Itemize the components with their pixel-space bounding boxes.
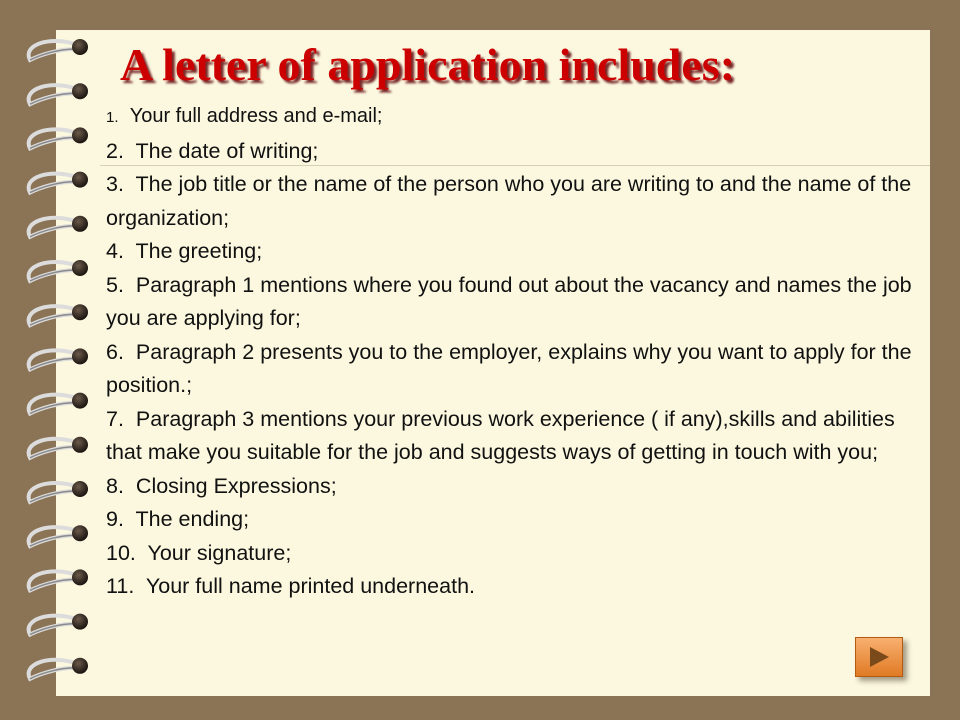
list-item — [106, 168, 916, 235]
requirements-list — [106, 100, 916, 604]
list-item-number: 7. — [106, 406, 124, 431]
list-item — [106, 269, 916, 336]
list-item — [106, 100, 916, 135]
binding-ring — [29, 481, 88, 502]
binding-ring — [29, 39, 88, 60]
list-item — [106, 336, 916, 403]
binding-ring — [29, 83, 88, 104]
list-item-number: 4. — [106, 239, 124, 263]
list-item-text: The greeting; — [135, 239, 263, 263]
binding-ring — [29, 127, 88, 148]
binding-ring — [29, 393, 88, 414]
binding-ring — [29, 658, 88, 679]
list-item — [106, 503, 916, 537]
list-item — [106, 570, 916, 604]
list-item-number: 1. — [106, 109, 119, 126]
list-item — [106, 235, 916, 269]
list-item-text: The ending; — [135, 507, 250, 531]
binding-ring — [29, 614, 88, 635]
binding-ring — [29, 172, 88, 193]
binding-ring — [29, 437, 88, 458]
spiral-binding — [0, 0, 110, 720]
list-item-text: Paragraph 2 presents you to the employer, explains why you want to apply for the position.; — [106, 339, 912, 397]
list-item-text: Paragraph 1 mentions where you found out about the vacancy and names the job you are applying for; — [106, 272, 912, 330]
list-item-text: The job title or the name of the person who you are writing to and the name of the organization; — [106, 172, 912, 230]
list-item-text: Your full name printed underneath. — [145, 574, 475, 598]
list-item-text: The date of writing; — [135, 138, 319, 163]
list-item — [106, 135, 916, 169]
list-item-number: 11. — [106, 574, 135, 598]
list-item — [106, 403, 916, 470]
list-item-number: 8. — [106, 473, 124, 498]
slide-title: A letter of application includes: — [120, 39, 736, 90]
list-item-text: Closing Expressions; — [135, 473, 337, 498]
list-item-number: 9. — [106, 507, 124, 531]
list-item — [106, 470, 916, 504]
list-item-number: 2. — [106, 138, 124, 163]
next-slide-button[interactable] — [855, 637, 903, 677]
binding-ring — [29, 304, 88, 325]
binding-ring — [29, 260, 88, 281]
list-item-number: 3. — [106, 172, 124, 196]
binding-ring — [29, 216, 88, 237]
list-item-number: 5. — [106, 272, 124, 297]
list-item-number: 10. — [106, 540, 136, 565]
binding-ring — [29, 348, 88, 369]
binding-ring — [29, 525, 88, 546]
list-item — [106, 537, 916, 571]
list-item-number: 6. — [106, 339, 124, 364]
play-triangle-icon — [868, 646, 890, 668]
list-item-text: Your full address and e-mail; — [129, 105, 383, 127]
list-item-text: Your signature; — [147, 540, 292, 565]
list-item-text: Paragraph 3 mentions your previous work experience ( if any),skills and abilities that make you suitable for the job and suggests ways of getting in touch with you; — [106, 406, 895, 464]
binding-ring — [29, 569, 88, 590]
